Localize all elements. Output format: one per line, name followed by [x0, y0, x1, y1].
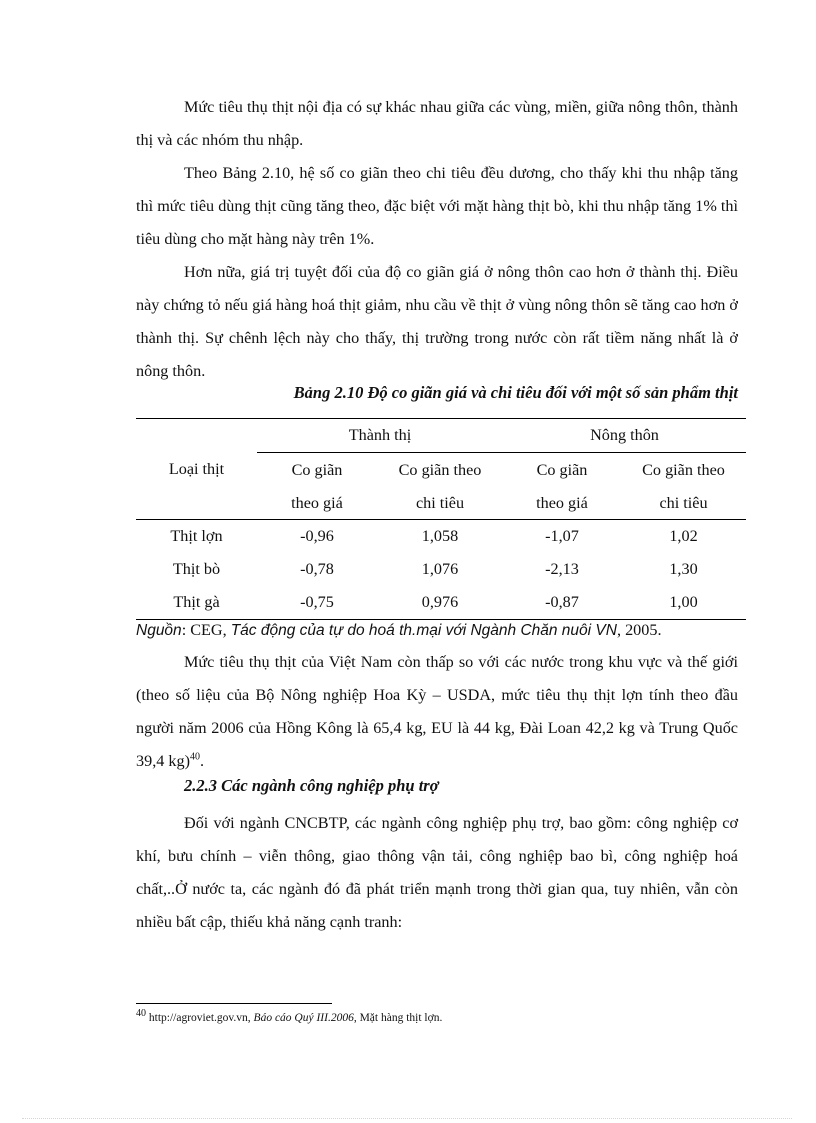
source-org: : CEG, [181, 621, 231, 639]
subheader-urban-exp-2: chi tiêu [377, 486, 503, 520]
footnote-url[interactable]: http://agroviet.gov.vn, [146, 1012, 254, 1024]
cell-rural-exp: 1,00 [621, 586, 746, 620]
paragraph-expenditure-elasticity: Theo Bảng 2.10, hệ số co giãn theo chi tiêu đều dương, cho thấy khi thu nhập tăng thì mức tiêu dùng thịt cũng tăng theo, đặc biệt với mặt hàng thịt bò, khi thu nhập tăng 1% thì tiêu dùng cho mặt hàng này trên 1%. [136, 164, 738, 248]
elasticity-table [136, 418, 746, 620]
footnote-reference[interactable]: 40 [189, 751, 200, 763]
table-row [136, 553, 746, 586]
footnote-title: Báo cáo Quý III.2006 [253, 1012, 354, 1024]
table-source [136, 621, 746, 640]
cell-urban-exp: 1,058 [421, 527, 459, 545]
subheader-urban-price-1: Co giãn [291, 460, 343, 479]
cell-urban-price: -0,75 [257, 586, 377, 620]
footnote-divider [136, 1003, 332, 1004]
paragraph-price-elasticity: Hơn nữa, giá trị tuyệt đối của độ co giãn giá ở nông thôn cao hơn ở thành thị. Điều này chứng tỏ nếu giá hàng hoá thịt giảm, nhu cầu về thịt ở vùng nông thôn sẽ tăng cao hơn ở thành thị. Sự chênh lệch này cho thấy, thị trường trong nước còn rất tiềm năng nhất là ở nông thôn. [136, 263, 738, 380]
table-row [136, 586, 746, 620]
source-label: Nguồn [136, 622, 182, 639]
paragraph-supporting-industries: Đối với ngành CNCBTP, các ngành công nghiệp phụ trợ, bao gồm: công nghiệp cơ khí, bưu chính – viễn thông, giao thông vận tải, công nghiệp bao bì, công nghiệp hoá chất,..Ở nước ta, các ngành đó đã phát triển mạnh trong thời gian qua, tuy nhiên, vẫn còn nhiều bất cập, thiếu khả năng cạnh tranh: [136, 814, 738, 931]
cell-meat-name: Thịt bò [172, 560, 221, 578]
page-edge [22, 1118, 792, 1119]
subheader-urban-exp-1: Co giãn theo [398, 460, 482, 479]
section-heading: 2.2.3 Các ngành công nghiệp phụ trợ [184, 776, 439, 795]
cell-rural-price: -2,13 [545, 560, 579, 578]
footnote-number: 40 [136, 1008, 146, 1020]
cell-rural-exp: 1,02 [669, 527, 698, 545]
subheader-rural-exp-1: Co giãn theo [642, 460, 725, 479]
cell-urban-price: -0,96 [300, 527, 334, 545]
cell-rural-price: -1,07 [545, 527, 579, 545]
cell-urban-price: -0,78 [300, 560, 334, 578]
cell-urban-exp: 0,976 [377, 586, 503, 620]
footnote-rest: , Mặt hàng thịt lợn. [353, 1012, 443, 1024]
cell-meat-name: Thịt lợn [170, 527, 223, 545]
subheader-rural-price-2: theo giá [503, 486, 621, 520]
row-header-meat-type: Loại thịt [136, 419, 257, 520]
subheader-rural-exp-2: chi tiêu [621, 486, 746, 520]
cell-meat-name: Thịt gà [136, 586, 257, 620]
cell-rural-exp: 1,30 [669, 560, 698, 578]
subheader-urban-price-2: theo giá [257, 486, 377, 520]
paragraph-regional-consumption: Mức tiêu thụ thịt nội địa có sự khác nhau giữa các vùng, miền, giữa nông thôn, thành thị và các nhóm thu nhập. [136, 98, 738, 149]
subheader-rural-price-1: Co giãn [536, 460, 588, 479]
paragraph-consumption-text: Mức tiêu thụ thịt của Việt Nam còn thấp so với các nước trong khu vực và thế giới (theo số liệu của Bộ Nông nghiệp Hoa Kỳ – USDA, mức tiêu thụ thịt lợn tính theo đầu người năm 2006 của Hồng Kông là 65,4 kg, EU là 44 kg, Đài Loan 42,2 kg và Trung Quốc 39,4 kg) [136, 653, 738, 770]
footnote [136, 1008, 443, 1024]
paragraph-consumption-comparison: Mức tiêu thụ thịt của Việt Nam còn thấp so với các nước trong khu vực và thế giới (theo số liệu của Bộ Nông nghiệp Hoa Kỳ – USDA, mức tiêu thụ thịt lợn tính theo đầu người năm 2006 của Hồng Kông là 65,4 kg, EU là 44 kg, Đài Loan 42,2 kg và Trung Quốc 39,4 kg)$^{40}$. [136, 653, 738, 770]
group-header-rural: Nông thôn [503, 419, 746, 453]
table-row [136, 520, 746, 554]
cell-urban-exp: 1,076 [421, 560, 459, 578]
cell-rural-price: -0,87 [503, 586, 621, 620]
source-title: Tác động của tự do hoá th.mại với Ngành Chăn nuôi VN [230, 622, 617, 639]
table-caption: Bảng 2.10 Độ co giãn giá và chi tiêu đối với một số sản phẩm thịt [293, 383, 738, 402]
source-year: , 2005. [616, 621, 662, 639]
group-header-urban: Thành thị [257, 419, 503, 453]
